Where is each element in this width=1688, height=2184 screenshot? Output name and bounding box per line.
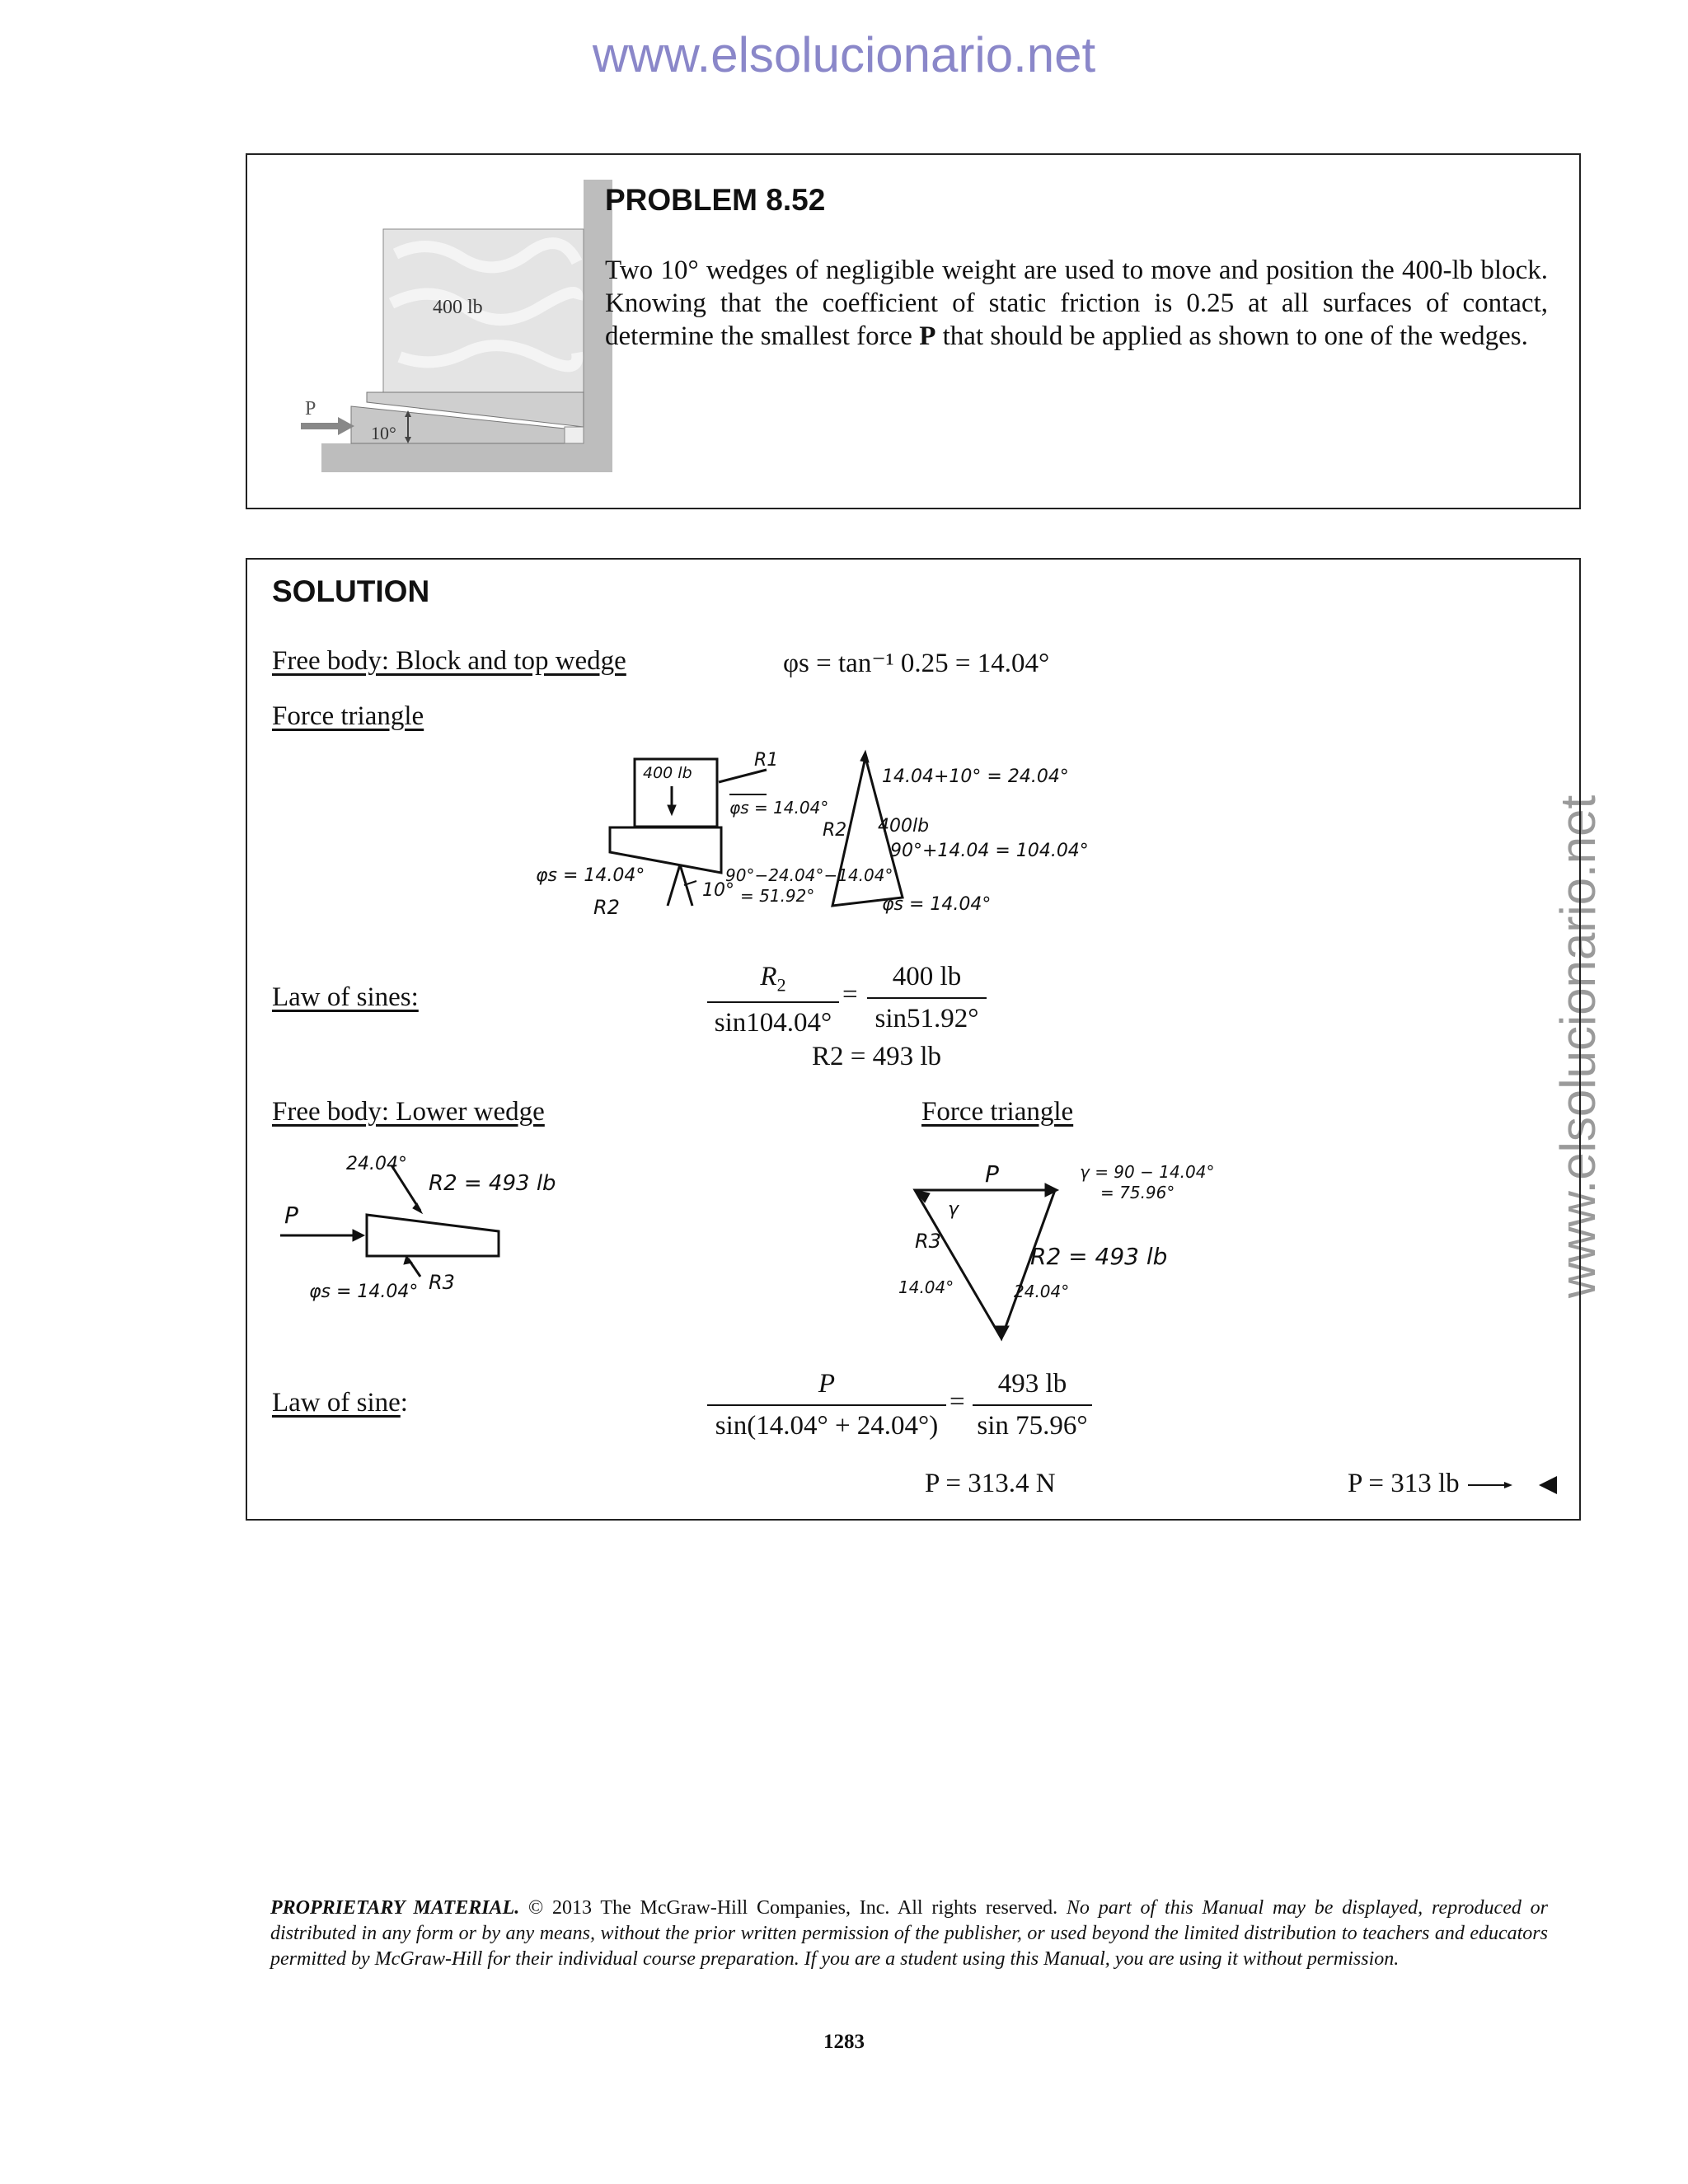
- law-of-sines-label: Law of sines:: [272, 982, 419, 1012]
- problem-figure: [297, 180, 618, 493]
- eq1-numerator-right: 400 lb: [867, 962, 987, 999]
- sketch1-phi-bottom: φs = 14.04°: [882, 894, 992, 915]
- sketch1-r2-triangle: R2: [823, 820, 847, 841]
- eq2-left-fraction: [707, 1369, 946, 1441]
- problem-text-part1: Two 10° wedges of negligible weight are used to move and position the 400-lb block. Knowing that the coefficient of static friction is 0.25 at all surfaces of contact, determine the smallest force: [605, 255, 1548, 351]
- sketch1-r1: R1: [754, 750, 779, 771]
- sketch1-block-weight: 400 lb: [643, 764, 692, 782]
- eq2-equals: =: [950, 1387, 965, 1417]
- figure-angle-label: 10°: [371, 423, 396, 443]
- eq2-numerator-left: P: [707, 1369, 946, 1406]
- sketch1-phi-right: φs = 14.04°: [729, 798, 829, 818]
- sketch2-r2-triangle: R2 = 493 lb: [1030, 1243, 1168, 1270]
- footer-copyright: [270, 1896, 1548, 1972]
- law-of-sine-colon: :: [400, 1388, 408, 1418]
- eq2-denominator-left: sin(14.04° + 24.04°): [715, 1411, 939, 1441]
- eq1-right-fraction: [867, 962, 987, 1034]
- final-answer: [1348, 1469, 1559, 1499]
- sketch2-r2: R2 = 493 lb: [429, 1171, 556, 1196]
- sketch1-angle-left-1: 90°−24.04°−14.04°: [725, 865, 893, 885]
- sketch2-r3-triangle: R3: [915, 1230, 941, 1253]
- free-body-1-label: Free body: Block and top wedge: [272, 646, 626, 676]
- sketch-free-body-1: [528, 749, 1302, 926]
- solution-title: SOLUTION: [272, 574, 430, 608]
- free-body-2-label: Free body: Lower wedge: [272, 1097, 545, 1127]
- sketch2-gamma: γ: [948, 1199, 959, 1220]
- answer-arrow-icon: [1466, 1473, 1559, 1497]
- problem-box: [246, 153, 1581, 509]
- eq2-denominator-right: sin 75.96°: [977, 1411, 1088, 1441]
- watermark-side[interactable]: www.elsolucionario.net: [1550, 794, 1606, 1299]
- final-answer-text: P = 313 lb: [1348, 1469, 1460, 1498]
- problem-text: [605, 254, 1548, 353]
- sketch1-top-angle: 14.04+10° = 24.04°: [882, 766, 1069, 787]
- solution-box: [246, 558, 1581, 1521]
- r2-result: R2 = 493 lb: [812, 1042, 942, 1071]
- footer-lead: PROPRIETARY MATERIAL.: [270, 1897, 520, 1919]
- figure-block-label: 400 lb: [433, 297, 483, 318]
- sketch1-angle-right: 90°+14.04 = 104.04°: [890, 841, 1089, 861]
- sketch2-p: P: [284, 1202, 298, 1229]
- eq1-denominator-left: sin104.04°: [714, 1007, 832, 1038]
- force-triangle-1-label: Force triangle: [272, 701, 424, 731]
- sketch-free-body-2: [272, 1141, 560, 1305]
- friction-angle-equation: φs = tan⁻¹ 0.25 = 14.04°: [783, 649, 1050, 678]
- law-of-sine-text: Law of sine: [272, 1388, 401, 1418]
- sketch2-right-angle: 24.04°: [1014, 1282, 1070, 1301]
- problem-force-symbol: P: [919, 321, 936, 351]
- sketch2-gamma-1: γ = 90 − 14.04°: [1080, 1162, 1215, 1182]
- eq1-equals: =: [842, 980, 858, 1010]
- sketch-force-triangle-2: [890, 1141, 1236, 1355]
- sketch2-phi: φs = 14.04°: [309, 1282, 419, 1302]
- sketch1-ten-deg: 10°: [702, 880, 734, 901]
- eq1-numerator-left: $R_2$: [707, 962, 839, 1003]
- sketch2-p-triangle: P: [985, 1160, 999, 1188]
- force-triangle-2-label: Force triangle: [921, 1097, 1074, 1127]
- watermark-top[interactable]: www.elsolucionario.net: [592, 27, 1096, 82]
- sketch2-left-angle: 14.04°: [898, 1277, 954, 1297]
- eq2-right-fraction: [973, 1369, 1092, 1441]
- law-of-sine-label: [272, 1388, 408, 1418]
- problem-title: PROBLEM 8.52: [605, 183, 826, 217]
- footer-copyright-text: © 2013 The McGraw-Hill Companies, Inc. All rights reserved.: [519, 1897, 1058, 1919]
- figure-force-label: P: [305, 398, 316, 419]
- sketch1-weight: 400lb: [878, 816, 930, 837]
- eq1-denominator-right: sin51.92°: [874, 1004, 979, 1033]
- sketch2-r3: R3: [429, 1271, 455, 1294]
- sketch1-phi-left: φs = 14.04°: [536, 865, 645, 886]
- eq1-left-fraction: [707, 962, 839, 1038]
- p-result: P = 313.4 N: [925, 1469, 1056, 1498]
- sketch2-angle-top: 24.04°: [346, 1154, 407, 1174]
- sketch1-r2: R2: [593, 896, 620, 919]
- eq2-numerator-right: 493 lb: [973, 1369, 1092, 1406]
- page-number: 1283: [823, 2031, 865, 2053]
- problem-text-part2: that should be applied as shown to one of the wedges.: [935, 321, 1528, 351]
- footer-rest: No part of this Manual may be displayed, reproduced or distributed in any form or by any means, without the prior written permission of the publisher, or used beyond the limited distribution to teachers and educators permitted by McGraw-Hill for their individual course preparation. If you are a student using this Manual, you are using it without permission.: [270, 1897, 1548, 1970]
- sketch1-angle-left-2: = 51.92°: [740, 886, 815, 906]
- sketch2-gamma-2: = 75.96°: [1100, 1183, 1175, 1202]
